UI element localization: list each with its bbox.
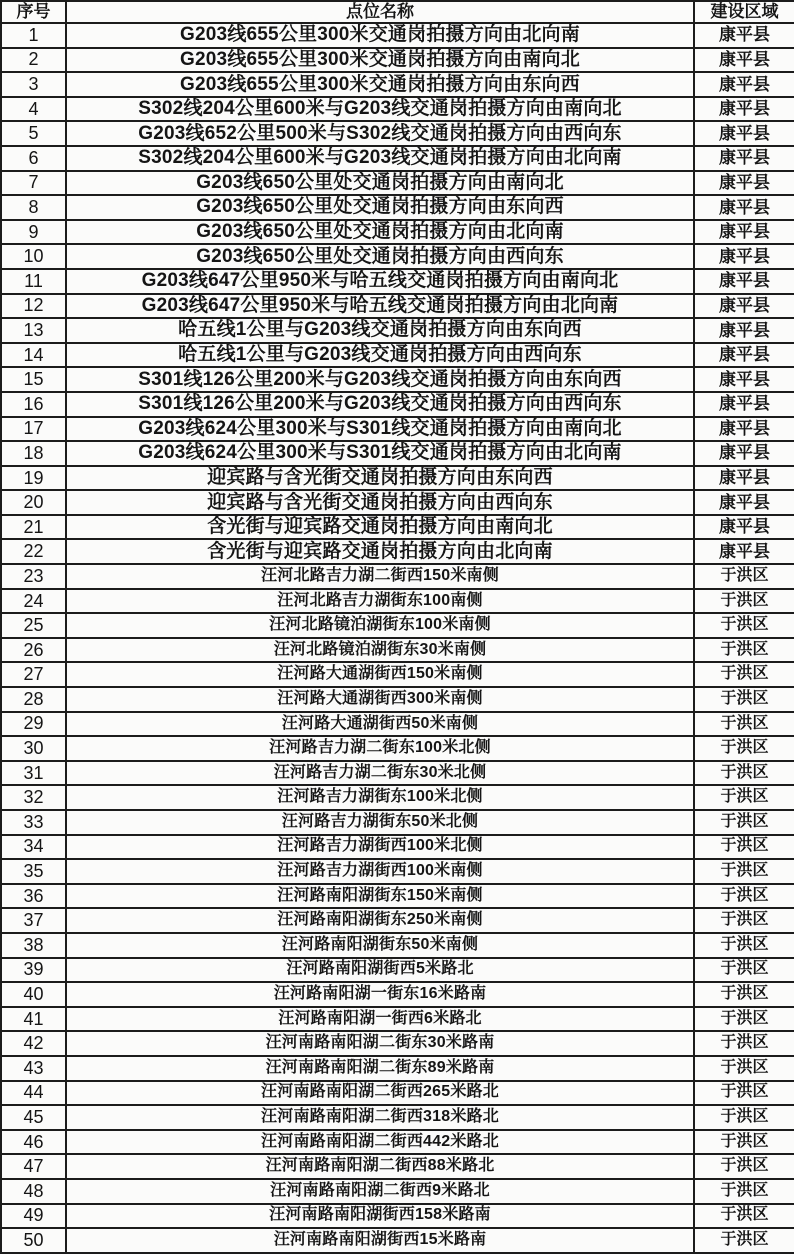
region-cell: 康平县 [694,171,794,196]
row-number-cell: 40 [1,982,66,1007]
row-number-cell: 27 [1,662,66,687]
table-body [1,23,794,1253]
table-row [1,23,794,48]
region-cell: 于洪区 [694,1130,794,1155]
row-number-cell: 6 [1,146,66,171]
region-cell: 于洪区 [694,982,794,1007]
region-cell: 于洪区 [694,687,794,712]
region-cell: 康平县 [694,466,794,491]
row-number-cell: 8 [1,195,66,220]
region-cell: 于洪区 [694,712,794,737]
site-name-cell: 汪河路南阳湖街东150米南侧 [66,884,694,909]
site-name-cell: 汪河南路南阳湖二街东89米路南 [66,1056,694,1081]
region-cell: 康平县 [694,97,794,122]
table-row [1,515,794,540]
site-name-cell: 汪河北路镜泊湖街东100米南侧 [66,613,694,638]
table-row [1,958,794,983]
row-number-cell: 34 [1,835,66,860]
site-name-cell: S301线126公里200米与G203线交通岗拍摄方向由东向西 [66,367,694,392]
region-cell: 康平县 [694,441,794,466]
table-row [1,638,794,663]
row-number-cell: 33 [1,810,66,835]
site-name-cell: 汪河路吉力湖街西100米北侧 [66,835,694,860]
table-row [1,220,794,245]
row-number-cell: 12 [1,294,66,319]
region-cell: 于洪区 [694,810,794,835]
row-number-cell: 7 [1,171,66,196]
site-name-cell: G203线650公里处交通岗拍摄方向由西向东 [66,244,694,269]
row-number-cell: 45 [1,1105,66,1130]
row-number-cell: 31 [1,761,66,786]
region-cell: 于洪区 [694,1179,794,1204]
table-row [1,1130,794,1155]
site-name-cell: 汪河路南阳湖街西5米路北 [66,958,694,983]
row-number-cell: 28 [1,687,66,712]
table-row [1,736,794,761]
site-name-cell: 汪河路吉力湖二街东100米北侧 [66,736,694,761]
region-cell: 于洪区 [694,662,794,687]
row-number-cell: 32 [1,785,66,810]
site-name-cell: G203线655公里300米交通岗拍摄方向由东向西 [66,72,694,97]
row-number-cell: 39 [1,958,66,983]
table-row [1,72,794,97]
site-name-cell: 汪河路大通湖街西300米南侧 [66,687,694,712]
row-number-cell: 19 [1,466,66,491]
region-cell: 康平县 [694,539,794,564]
table-row [1,761,794,786]
table-row [1,613,794,638]
table-row [1,859,794,884]
header-construction-region: 建设区域 [694,1,794,23]
row-number-cell: 25 [1,613,66,638]
region-cell: 于洪区 [694,736,794,761]
table-row [1,564,794,589]
table-row [1,1179,794,1204]
region-cell: 康平县 [694,515,794,540]
region-cell: 于洪区 [694,1228,794,1253]
site-name-cell: 汪河路吉力湖街西100米南侧 [66,859,694,884]
row-number-cell: 3 [1,72,66,97]
row-number-cell: 23 [1,564,66,589]
table-row [1,933,794,958]
row-number-cell: 44 [1,1081,66,1106]
site-name-cell: 汪河南路南阳湖二街西9米路北 [66,1179,694,1204]
site-name-cell: G203线624公里300米与S301线交通岗拍摄方向由南向北 [66,417,694,442]
site-name-cell: G203线652公里500米与S302线交通岗拍摄方向由西向东 [66,121,694,146]
table-row [1,269,794,294]
region-cell: 于洪区 [694,859,794,884]
site-name-cell: 迎宾路与含光街交通岗拍摄方向由东向西 [66,466,694,491]
region-cell: 康平县 [694,392,794,417]
table-row [1,343,794,368]
table-row [1,1105,794,1130]
table-row [1,441,794,466]
site-name-cell: 汪河南路南阳湖街西158米路南 [66,1204,694,1229]
table-header-row [1,1,794,23]
table-row [1,539,794,564]
row-number-cell: 29 [1,712,66,737]
row-number-cell: 15 [1,367,66,392]
site-name-cell: S302线204公里600米与G203线交通岗拍摄方向由南向北 [66,97,694,122]
table-row [1,1007,794,1032]
site-name-cell: G203线650公里处交通岗拍摄方向由南向北 [66,171,694,196]
region-cell: 于洪区 [694,1081,794,1106]
table-row [1,884,794,909]
table-row [1,466,794,491]
region-cell: 于洪区 [694,1105,794,1130]
row-number-cell: 24 [1,589,66,614]
table-row [1,1228,794,1253]
row-number-cell: 21 [1,515,66,540]
table-row [1,589,794,614]
region-cell: 康平县 [694,195,794,220]
site-name-cell: 汪河北路吉力湖街东100南侧 [66,589,694,614]
table-row [1,1081,794,1106]
table-row [1,662,794,687]
table-row [1,171,794,196]
row-number-cell: 49 [1,1204,66,1229]
row-number-cell: 10 [1,244,66,269]
site-name-cell: G203线647公里950米与哈五线交通岗拍摄方向由北向南 [66,294,694,319]
region-cell: 康平县 [694,294,794,319]
row-number-cell: 47 [1,1154,66,1179]
table-row [1,1056,794,1081]
table-row [1,318,794,343]
site-name-cell: 哈五线1公里与G203线交通岗拍摄方向由东向西 [66,318,694,343]
table-row [1,48,794,73]
region-cell: 于洪区 [694,589,794,614]
row-number-cell: 9 [1,220,66,245]
region-cell: 康平县 [694,417,794,442]
header-site-name: 点位名称 [66,1,694,23]
site-name-cell: G203线650公里处交通岗拍摄方向由北向南 [66,220,694,245]
site-name-cell: S301线126公里200米与G203线交通岗拍摄方向由西向东 [66,392,694,417]
row-number-cell: 36 [1,884,66,909]
row-number-cell: 20 [1,490,66,515]
header-serial-number: 序号 [1,1,66,23]
site-name-cell: 汪河北路吉力湖二街西150米南侧 [66,564,694,589]
site-name-cell: 汪河路吉力湖街东50米北侧 [66,810,694,835]
region-cell: 康平县 [694,72,794,97]
region-cell: 康平县 [694,146,794,171]
table-row [1,392,794,417]
region-cell: 于洪区 [694,933,794,958]
row-number-cell: 38 [1,933,66,958]
table-row [1,712,794,737]
site-name-cell: 汪河路南阳湖街东250米南侧 [66,908,694,933]
table-row [1,490,794,515]
region-cell: 康平县 [694,244,794,269]
region-cell: 于洪区 [694,835,794,860]
site-name-cell: G203线655公里300米交通岗拍摄方向由北向南 [66,23,694,48]
site-name-cell: S302线204公里600米与G203线交通岗拍摄方向由北向南 [66,146,694,171]
region-cell: 于洪区 [694,785,794,810]
region-cell: 康平县 [694,269,794,294]
region-cell: 康平县 [694,220,794,245]
row-number-cell: 37 [1,908,66,933]
site-name-cell: 汪河路吉力湖街东100米北侧 [66,785,694,810]
region-cell: 于洪区 [694,1031,794,1056]
row-number-cell: 18 [1,441,66,466]
table-row [1,908,794,933]
row-number-cell: 42 [1,1031,66,1056]
region-cell: 康平县 [694,343,794,368]
table-row [1,244,794,269]
row-number-cell: 46 [1,1130,66,1155]
site-name-cell: G203线624公里300米与S301线交通岗拍摄方向由北向南 [66,441,694,466]
row-number-cell: 1 [1,23,66,48]
region-cell: 康平县 [694,23,794,48]
region-cell: 于洪区 [694,958,794,983]
site-name-cell: 汪河路大通湖街西50米南侧 [66,712,694,737]
region-cell: 康平县 [694,318,794,343]
row-number-cell: 50 [1,1228,66,1253]
site-name-cell: 汪河南路南阳湖二街西265米路北 [66,1081,694,1106]
region-cell: 于洪区 [694,1056,794,1081]
row-number-cell: 14 [1,343,66,368]
table-row [1,417,794,442]
region-cell: 于洪区 [694,613,794,638]
table-row [1,121,794,146]
row-number-cell: 43 [1,1056,66,1081]
site-name-cell: 汪河路南阳湖一街西6米路北 [66,1007,694,1032]
region-cell: 康平县 [694,367,794,392]
site-name-cell: 含光街与迎宾路交通岗拍摄方向由南向北 [66,515,694,540]
table-row [1,1204,794,1229]
region-cell: 于洪区 [694,638,794,663]
table-row [1,294,794,319]
site-name-cell: 汪河路吉力湖二街东30米北侧 [66,761,694,786]
row-number-cell: 5 [1,121,66,146]
row-number-cell: 13 [1,318,66,343]
site-name-cell: 汪河路南阳湖一街东16米路南 [66,982,694,1007]
site-name-cell: 哈五线1公里与G203线交通岗拍摄方向由西向东 [66,343,694,368]
site-name-cell: 汪河南路南阳湖街西15米路南 [66,1228,694,1253]
region-cell: 康平县 [694,490,794,515]
row-number-cell: 4 [1,97,66,122]
region-cell: 康平县 [694,48,794,73]
table-row [1,146,794,171]
table-row [1,982,794,1007]
site-name-cell: G203线650公里处交通岗拍摄方向由东向西 [66,195,694,220]
site-name-cell: 汪河路大通湖街西150米南侧 [66,662,694,687]
site-name-cell: 汪河北路镜泊湖街东30米南侧 [66,638,694,663]
site-name-cell: 汪河路南阳湖街东50米南侧 [66,933,694,958]
site-name-cell: G203线647公里950米与哈五线交通岗拍摄方向由南向北 [66,269,694,294]
table-row [1,810,794,835]
table-row [1,195,794,220]
row-number-cell: 11 [1,269,66,294]
row-number-cell: 16 [1,392,66,417]
row-number-cell: 26 [1,638,66,663]
row-number-cell: 22 [1,539,66,564]
table-row [1,367,794,392]
table-row [1,835,794,860]
site-name-cell: G203线655公里300米交通岗拍摄方向由南向北 [66,48,694,73]
table-row [1,1031,794,1056]
region-cell: 于洪区 [694,1154,794,1179]
region-cell: 于洪区 [694,1204,794,1229]
region-cell: 于洪区 [694,1007,794,1032]
row-number-cell: 2 [1,48,66,73]
row-number-cell: 17 [1,417,66,442]
site-name-cell: 汪河南路南阳湖二街西442米路北 [66,1130,694,1155]
site-name-cell: 迎宾路与含光街交通岗拍摄方向由西向东 [66,490,694,515]
row-number-cell: 48 [1,1179,66,1204]
region-cell: 于洪区 [694,908,794,933]
table-row [1,687,794,712]
region-cell: 于洪区 [694,761,794,786]
site-name-cell: 含光街与迎宾路交通岗拍摄方向由北向南 [66,539,694,564]
table-row [1,785,794,810]
region-cell: 康平县 [694,121,794,146]
region-cell: 于洪区 [694,884,794,909]
row-number-cell: 35 [1,859,66,884]
site-name-cell: 汪河南路南阳湖二街西318米路北 [66,1105,694,1130]
table-row [1,97,794,122]
site-name-cell: 汪河南路南阳湖二街西88米路北 [66,1154,694,1179]
region-cell: 于洪区 [694,564,794,589]
row-number-cell: 41 [1,1007,66,1032]
site-name-cell: 汪河南路南阳湖二街东30米路南 [66,1031,694,1056]
table-row [1,1154,794,1179]
row-number-cell: 30 [1,736,66,761]
